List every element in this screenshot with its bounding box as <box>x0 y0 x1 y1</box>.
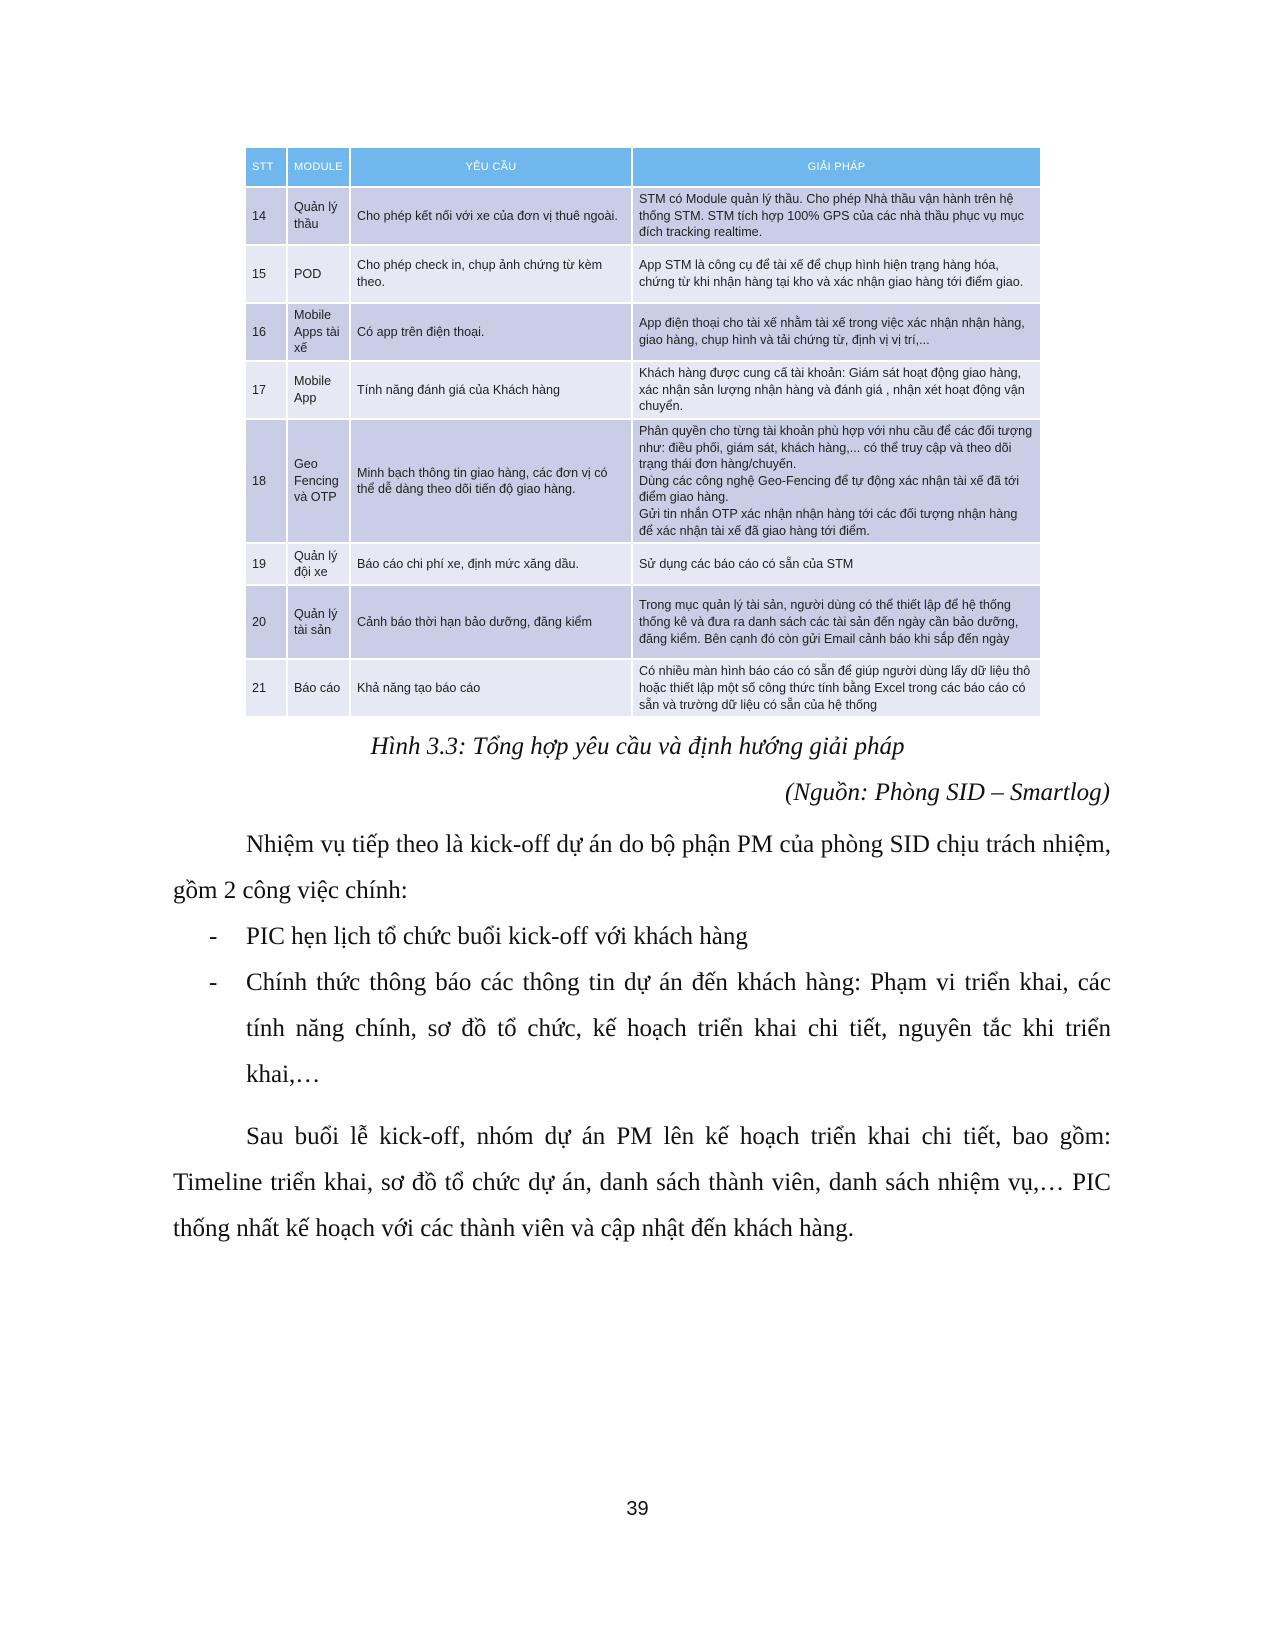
table-row <box>246 544 1040 584</box>
cell-stt: 20 <box>246 586 286 658</box>
cell-solution: Phân quyền cho từng tài khoản phù hợp với nhu cầu để các đối tượng như: điều phối, giám sát, khách hàng,... có thể truy cập và theo dõi trạng thái đơn hàng/chuyến. Dùng các công nghệ Geo-Fencing để tự động xác nhận tài xế đã tới điểm giao hàng. Gửi tin nhắn OTP xác nhận nhận hàng tới các đối tượng nhận hàng để xác nhận tài xế đã giao hàng tới điểm. <box>633 420 1040 542</box>
cell-solution: App STM là công cụ để tài xế để chụp hình hiện trạng hàng hóa, chứng từ khi nhận hàng tại kho và xác nhận giao hàng tới điểm giao. <box>633 246 1040 302</box>
cell-module: Mobile App <box>288 362 349 418</box>
page-number: 39 <box>626 1498 649 1520</box>
cell-solution: Sử dụng các báo cáo có sẵn của STM <box>633 544 1040 584</box>
header-stt: STT <box>246 148 286 186</box>
cell-module: Báo cáo <box>288 660 349 716</box>
list-item <box>173 960 1111 1098</box>
cell-requirement: Khả năng tạo báo cáo <box>351 660 631 716</box>
cell-solution: App điện thoại cho tài xế nhằm tài xế trong việc xác nhận nhận hàng, giao hàng, chụp hình và tải chứng từ, định vị vị trí,... <box>633 304 1040 360</box>
cell-stt: 21 <box>246 660 286 716</box>
bullet-dash: - <box>209 969 218 996</box>
table-row <box>246 188 1040 244</box>
header-module: MODULE <box>288 148 349 186</box>
cell-module: Mobile Apps tài xế <box>288 304 349 360</box>
cell-solution: Có nhiều màn hình báo cáo có sẵn để giúp người dùng lấy dữ liệu thô hoặc thiết lập một số công thức tính bằng Excel trong các báo cáo có sẵn và trường dữ liệu có sẵn của hệ thống <box>633 660 1040 716</box>
cell-requirement: Tính năng đánh giá của Khách hàng <box>351 362 631 418</box>
cell-solution: Khách hàng được cung cấ tài khoản: Giám sát hoạt động giao hàng, xác nhận sản lượng nhận hàng và đánh giá , nhận xét hoạt động vận chuyển. <box>633 362 1040 418</box>
cell-solution: Trong mục quản lý tài sản, người dùng có thể thiết lập để hệ thống thống kê và đưa ra danh sách các tài sản đến ngày cần bảo dưỡng, đăng kiểm. Bên cạnh đó còn gửi Email cảnh báo khi sắp đến ngày <box>633 586 1040 658</box>
table-header-row <box>246 148 1040 186</box>
cell-module: POD <box>288 246 349 302</box>
table-row <box>246 420 1040 542</box>
figure-source: (Nguồn: Phòng SID – Smartlog) <box>785 779 1110 806</box>
table-row <box>246 362 1040 418</box>
bullet-dash: - <box>209 923 218 950</box>
cell-stt: 16 <box>246 304 286 360</box>
cell-stt: 14 <box>246 188 286 244</box>
list-item-text: PIC hẹn lịch tổ chức buổi kick-off với khách hàng <box>246 923 748 950</box>
header-solution: GIẢI PHÁP <box>633 148 1040 186</box>
cell-stt: 15 <box>246 246 286 302</box>
table-row <box>246 304 1040 360</box>
header-requirement: YÊU CẦU <box>351 148 631 186</box>
cell-requirement: Minh bạch thông tin giao hàng, các đơn vị có thể dễ dàng theo dõi tiến độ giao hàng. <box>351 420 631 542</box>
table-row <box>246 660 1040 716</box>
cell-stt: 19 <box>246 544 286 584</box>
requirements-solutions-table <box>244 146 1042 718</box>
cell-solution: STM có Module quản lý thầu. Cho phép Nhà thầu vận hành trên hệ thống STM. STM tích hợp 100% GPS của các nhà thầu phục vụ mục đích tracking realtime. <box>633 188 1040 244</box>
cell-module: Geo Fencing và OTP <box>288 420 349 542</box>
cell-requirement: Có app trên điện thoại. <box>351 304 631 360</box>
list-item <box>173 914 1111 960</box>
cell-requirement: Cho phép kết nối với xe của đơn vị thuê ngoài. <box>351 188 631 244</box>
cell-module: Quản lý thầu <box>288 188 349 244</box>
cell-module: Quản lý tài sản <box>288 586 349 658</box>
list-item-text: Chính thức thông báo các thông tin dự án đến khách hàng: Phạm vi triển khai, các tính năng chính, sơ đồ tổ chức, kế hoạch triển khai chi tiết, nguyên tắc khi triển khai,… <box>246 969 1111 1088</box>
table-row <box>246 246 1040 302</box>
cell-stt: 17 <box>246 362 286 418</box>
cell-requirement: Báo cáo chi phí xe, định mức xăng dầu. <box>351 544 631 584</box>
cell-module: Quản lý đội xe <box>288 544 349 584</box>
table-row <box>246 586 1040 658</box>
cell-stt: 18 <box>246 420 286 542</box>
paragraph-kickoff: Nhiệm vụ tiếp theo là kick-off dự án do bộ phận PM của phòng SID chịu trách nhiệm, gồm 2 công việc chính: <box>173 831 1111 904</box>
cell-requirement: Cho phép check in, chụp ảnh chứng từ kèm theo. <box>351 246 631 302</box>
kickoff-task-list <box>173 914 1111 1098</box>
cell-requirement: Cảnh báo thời hạn bảo dưỡng, đăng kiểm <box>351 586 631 658</box>
figure-caption: Hình 3.3: Tổng hợp yêu cầu và định hướng giải pháp <box>370 733 905 760</box>
paragraph-plan: Sau buổi lễ kick-off, nhóm dự án PM lên kế hoạch triển khai chi tiết, bao gồm: Timeline triển khai, sơ đồ tổ chức dự án, danh sách thành viên, danh sách nhiệm vụ,… PIC thống nhất kế hoạch với các thành viên và cập nhật đến khách hàng. <box>173 1123 1111 1242</box>
